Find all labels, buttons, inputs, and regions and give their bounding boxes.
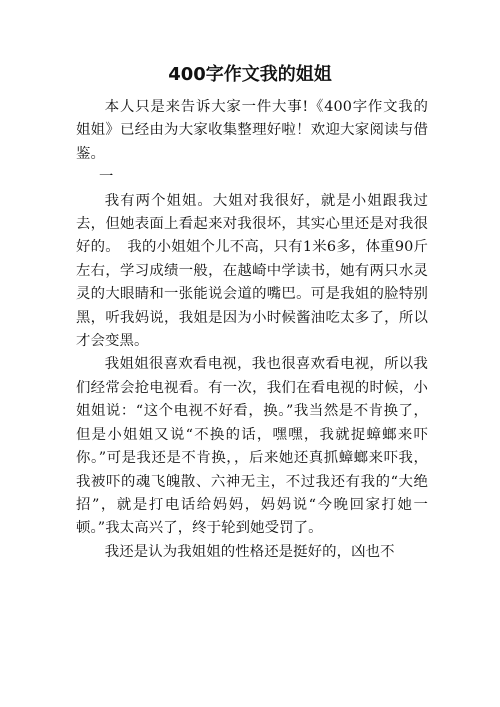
document-body	[76, 96, 428, 564]
section-marker: 一	[99, 169, 114, 186]
body-paragraph: 我姐姐很喜欢看电视，我也很喜欢看电视，所以我们经常会抢电视看。有一次，我们在看电视的时候，小姐姐说：“这个电视不好看，换。”我当然是不肯换了，但是小姐姐又说“不换的话，嘿嘿，我就捉蟑螂来吓你。”可是我还是不肯换，，后来她还真抓蟑螂来吓我，我被吓的魂飞魄散、六神无主，不过我还有我的“大绝招”，就是打电话给妈妈，妈妈说“今晚回家打她一顿。”我太高兴了，终于轮到她受罚了。	[76, 356, 428, 537]
intro-paragraph: 本人只是来告诉大家一件大事!《400字作文我的姐姐》已经由为大家收集整理好啦！欢迎大家阅读与借鉴。	[76, 99, 428, 162]
body-paragraph: 我还是认为我姐姐的性格还是挺好的，凶也不	[104, 543, 395, 560]
body-paragraph: 我有两个姐姐。大姐对我很好，就是小姐跟我过去，但她表面上看起来对我很坏，其实心里还是对我很好的。 我的小姐姐个儿不高，只有1米6多，体重90斤左右，学习成绩一般，在越崎中学读书，她有两只水灵灵的大眼睛和一张能说会道的嘴巴。可是我姐的脸特别黑，听我妈说，我姐是因为小时候酱油吃太多了，所以才会变黑。	[76, 192, 428, 350]
document-title: 400字作文我的姐姐	[168, 64, 332, 85]
